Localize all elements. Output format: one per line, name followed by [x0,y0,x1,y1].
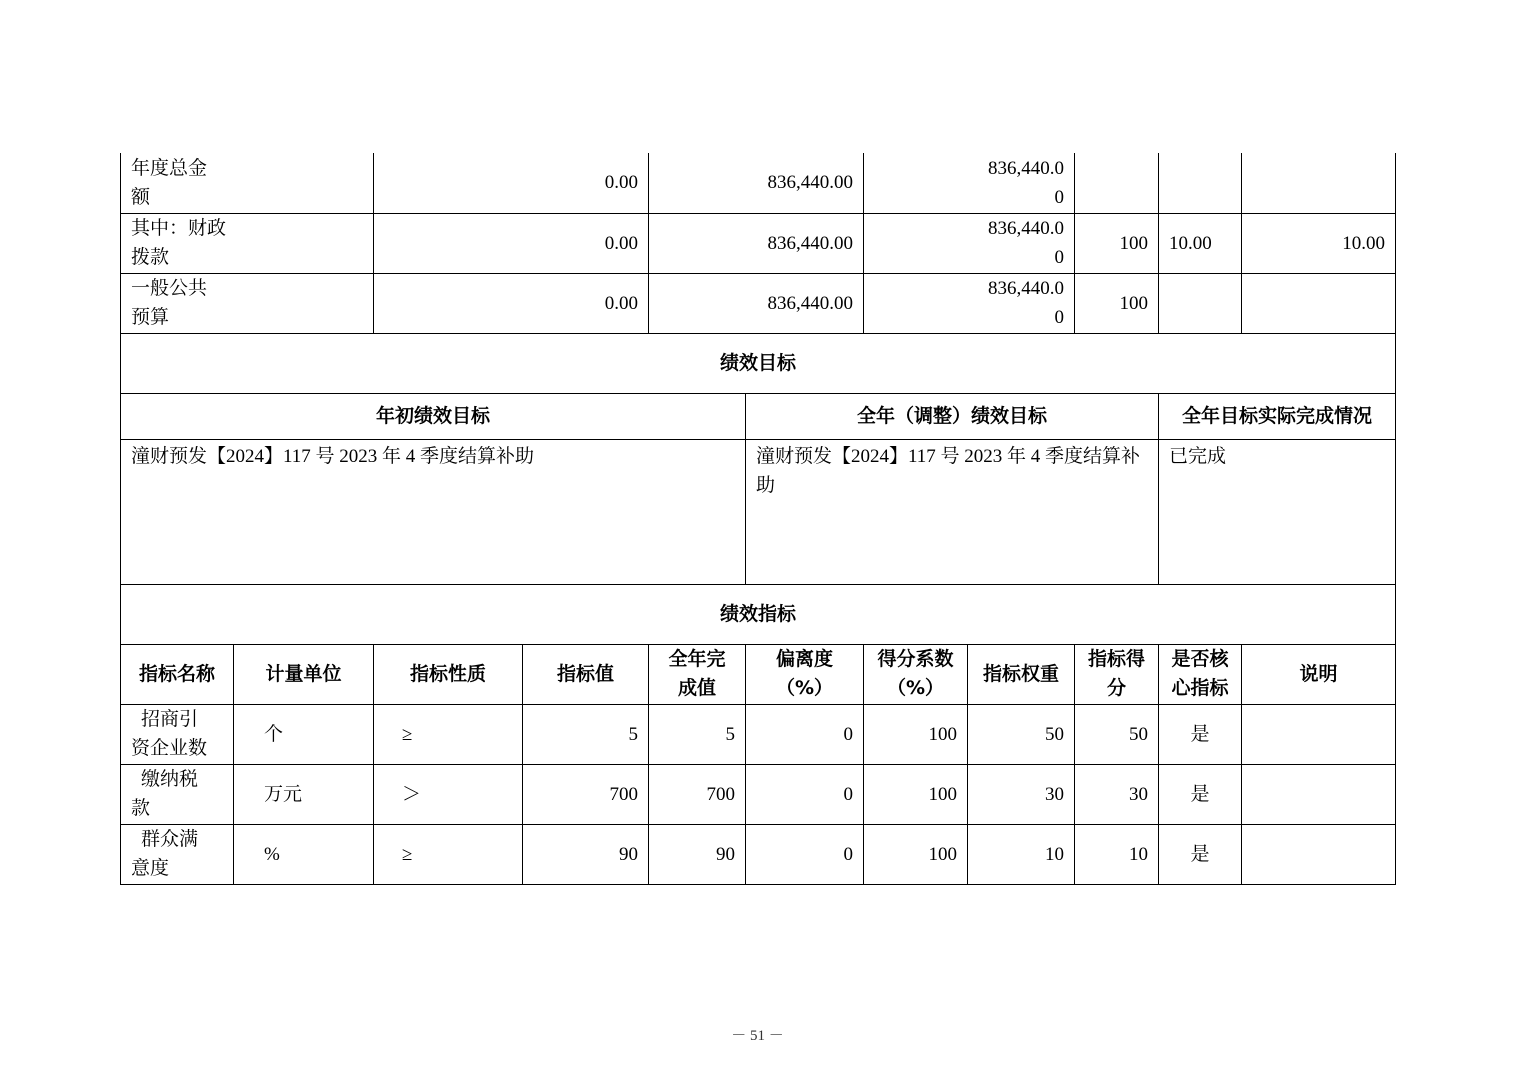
indicators-section-title: 绩效指标 [121,584,1396,644]
funding-label: 其中：财政 拨款 [121,213,374,273]
annual-budget: 836,440.00 [649,153,864,213]
indicator-row [121,824,1396,884]
actual-amount: 836,440.0 0 [864,213,1075,273]
header-completed: 全年完 成值 [649,644,746,704]
execution-rate [1075,153,1159,213]
indicator-core: 是 [1159,704,1242,764]
initial-budget: 0.00 [374,273,649,333]
indicator-name: 招商引 资企业数 [121,704,234,764]
header-unit: 计量单位 [234,644,374,704]
indicator-coefficient: 100 [864,704,968,764]
indicator-weight: 50 [968,704,1075,764]
indicator-weight: 30 [968,764,1075,824]
indicator-row [121,764,1396,824]
adjusted-goal-text: 潼财预发【2024】117 号 2023 年 4 季度结算补助 [746,439,1159,584]
indicator-core: 是 [1159,764,1242,824]
indicator-nature: ≥ [374,824,523,884]
funding-row-general [121,273,1396,333]
indicator-note [1242,824,1396,884]
indicator-value: 700 [523,764,649,824]
header-coefficient: 得分系数 （%） [864,644,968,704]
indicator-note [1242,764,1396,824]
funding-label: 年度总金 额 [121,153,374,213]
header-nature: 指标性质 [374,644,523,704]
execution-rate: 100 [1075,213,1159,273]
funding-row-total [121,153,1396,213]
actual-amount: 836,440.0 0 [864,153,1075,213]
goals-section-title: 绩效目标 [121,333,1396,393]
header-weight: 指标权重 [968,644,1075,704]
execution-rate: 100 [1075,273,1159,333]
indicator-coefficient: 100 [864,764,968,824]
header-score: 指标得 分 [1075,644,1159,704]
indicator-score: 30 [1075,764,1159,824]
indicator-value: 90 [523,824,649,884]
funding-score [1242,273,1396,333]
actual-amount: 836,440.0 0 [864,273,1075,333]
completion-text: 已完成 [1159,439,1396,584]
funding-label: 一般公共 预算 [121,273,374,333]
indicator-unit: 个 [234,704,374,764]
indicator-score: 50 [1075,704,1159,764]
page-number: － 51 － [731,1028,784,1044]
indicator-score: 10 [1075,824,1159,884]
indicator-unit: 万元 [234,764,374,824]
adjusted-goal-header: 全年（调整）绩效目标 [746,393,1159,439]
annual-budget: 836,440.00 [649,273,864,333]
funding-score [1242,153,1396,213]
indicator-core: 是 [1159,824,1242,884]
funding-weight: 10.00 [1159,213,1242,273]
indicator-value: 5 [523,704,649,764]
indicator-name: 群众满 意度 [121,824,234,884]
funding-weight [1159,273,1242,333]
indicators-header-row [121,644,1396,704]
performance-table [120,153,1396,885]
initial-goal-text: 潼财预发【2024】117 号 2023 年 4 季度结算补助 [121,439,746,584]
indicator-nature: ≥ [374,704,523,764]
indicator-row [121,704,1396,764]
funding-row-fiscal [121,213,1396,273]
header-deviation: 偏离度 （%） [746,644,864,704]
annual-budget: 836,440.00 [649,213,864,273]
indicator-deviation: 0 [746,824,864,884]
indicator-completed: 90 [649,824,746,884]
goals-title-row [121,333,1396,393]
indicator-completed: 700 [649,764,746,824]
funding-weight [1159,153,1242,213]
header-name: 指标名称 [121,644,234,704]
header-value: 指标值 [523,644,649,704]
indicator-nature: ＞ [374,764,523,824]
indicator-note [1242,704,1396,764]
indicator-unit: % [234,824,374,884]
initial-budget: 0.00 [374,153,649,213]
indicator-weight: 10 [968,824,1075,884]
goals-content-row [121,439,1396,584]
indicators-title-row [121,584,1396,644]
header-note: 说明 [1242,644,1396,704]
indicator-name: 缴纳税 款 [121,764,234,824]
goals-header-row [121,393,1396,439]
initial-budget: 0.00 [374,213,649,273]
header-core: 是否核 心指标 [1159,644,1242,704]
indicator-completed: 5 [649,704,746,764]
initial-goal-header: 年初绩效目标 [121,393,746,439]
funding-score: 10.00 [1242,213,1396,273]
indicator-deviation: 0 [746,764,864,824]
completion-header: 全年目标实际完成情况 [1159,393,1396,439]
indicator-coefficient: 100 [864,824,968,884]
indicator-deviation: 0 [746,704,864,764]
